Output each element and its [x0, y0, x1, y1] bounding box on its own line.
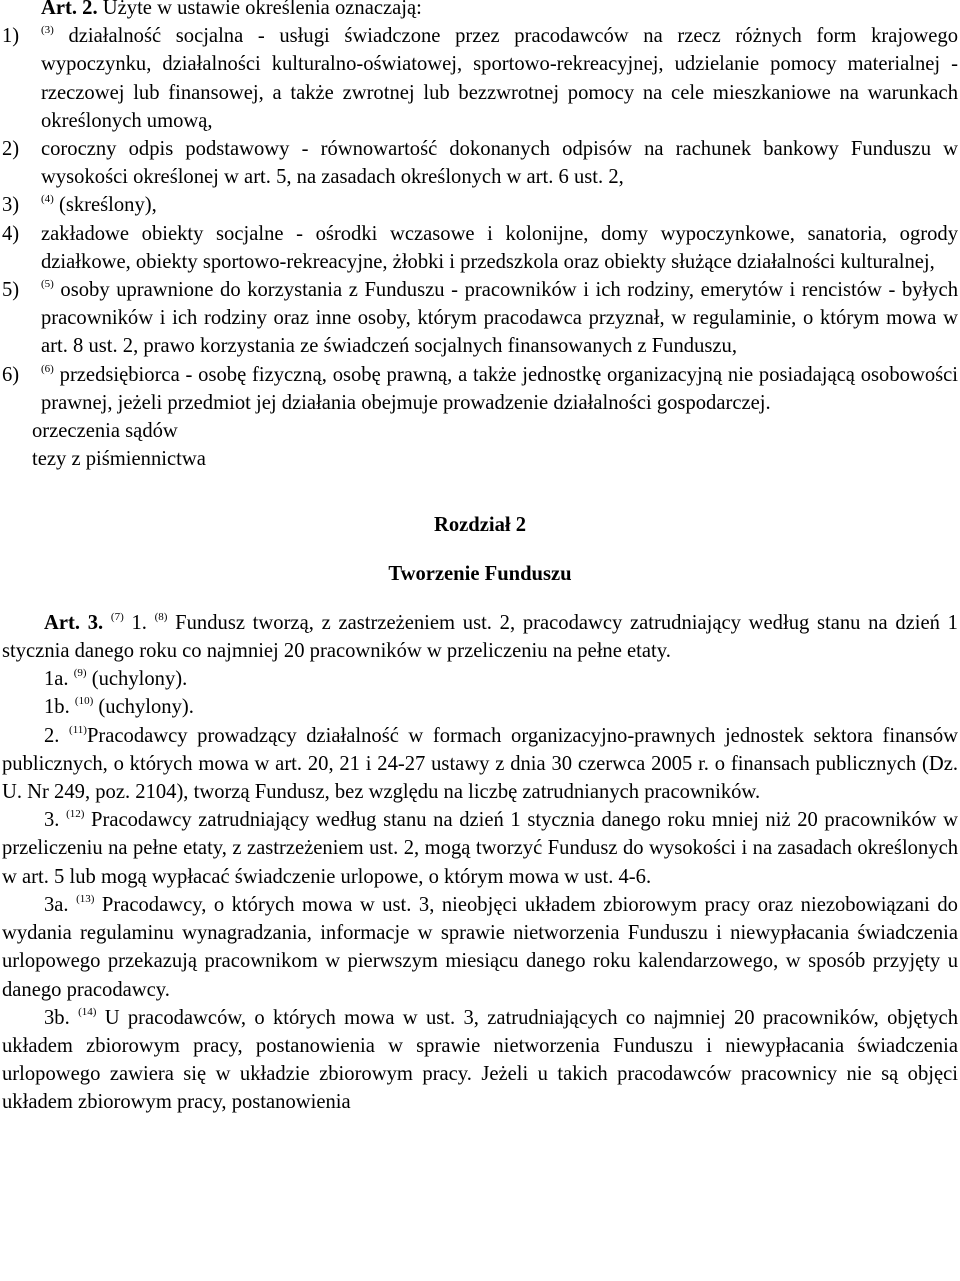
- footnote-ref[interactable]: (5): [41, 278, 54, 291]
- paragraph-number: 3.: [44, 809, 60, 832]
- court-rulings-link[interactable]: orzeczenia sądów: [32, 420, 178, 443]
- art2-intro: [2, 0, 958, 22]
- paragraph-text: Pracodawcy zatrudniający według stanu na dzień 1 stycznia danego roku mniej niż 20 pracowników w przeliczeniu na pełne etaty, z zastrzeżeniem ust. 2, mogą tworzyć Fundusz do wysokości i na zasadach określonych w art. 5 lub mogą wypłacać świadczenie urlopowe, o którym mowa w ust. 4-6.: [2, 809, 958, 888]
- footnote-ref[interactable]: (12): [66, 808, 85, 821]
- item-number: 3): [2, 194, 20, 217]
- art3-paragraph-1a: [2, 665, 958, 693]
- item-number: 1): [2, 25, 20, 48]
- paragraph-text: U pracodawców, o których mowa w ust. 3, zatrudniających co najmniej 20 pracowników, objętych układem zbiorowym pracy, postanowienia w sprawie nietworzenia Funduszu i niewypłacania świadczenia urlopowego zawiera się w układzie zbiorowym pracy. Jeżeli u takich pracodawców pracownicy nie są objęci układem zbiorowym pracy, postanowienia: [2, 1006, 958, 1114]
- art2-intro-text: Użyte w ustawie określenia oznaczają:: [102, 0, 422, 19]
- art3-heading: Art. 3.: [44, 611, 104, 634]
- paragraph-number: 3b.: [44, 1006, 70, 1029]
- definition-item-4: [2, 220, 958, 276]
- footnote-ref[interactable]: (10): [74, 695, 94, 708]
- footnote-ref[interactable]: (14): [78, 1005, 97, 1018]
- paragraph-text: (uchylony).: [98, 696, 194, 719]
- paragraph-number: 1.: [131, 611, 147, 634]
- footnote-ref[interactable]: (13): [76, 892, 95, 905]
- definition-item-3: [2, 191, 958, 219]
- item-text: działalność socjalna - usługi świadczone przez pracodawców na rzecz różnych form krajowego wypoczynku, działalności kulturalno-oświatowej, sportowo-rekreacyjnej, udzielanie pomocy materialnej - rzeczowej lub finansowej, a także zwrotnej lub bezzwrotnej pomocy na cele mieszkaniowe na warunkach określonych umową,: [41, 25, 958, 132]
- paragraph-text: Pracodawcy, o których mowa w ust. 3, nieobjęci układem zbiorowym pracy oraz niezobowiązani do wydania regulaminu wynagradzania, informacje w sprawie nietworzenia Funduszu i niewypłacania świadczenia urlopowego przekazują pracownikom w pierwszym miesiącu danego roku kalendarzowego, w sposób przyjęty u danego pracodawcy.: [2, 893, 958, 1001]
- footnote-ref[interactable]: (6): [41, 362, 54, 375]
- footnote-ref[interactable]: (8): [154, 610, 168, 623]
- item-number: 2): [2, 138, 20, 161]
- definition-item-5: [2, 276, 958, 361]
- art3-paragraph-3a: [2, 891, 958, 1004]
- paragraph-number: 1a.: [44, 668, 69, 691]
- paragraph-text: (uchylony).: [91, 668, 188, 691]
- item-text: przedsiębiorca - osobę fizyczną, osobę prawną, a także jednostkę organizacyjną nie posiadającą osobowości prawnej, jeżeli przedmiot jej działania obejmuje prowadzenie działalności gospodarczej.: [41, 363, 958, 414]
- footnote-ref[interactable]: (9): [73, 667, 87, 680]
- item-text: coroczny odpis podstawowy - równowartość dokonanych odpisów na rachunek bankowy Funduszu w wysokości określonej w art. 5, na zasadach określonych w art. 6 ust. 2,: [41, 138, 958, 189]
- definition-item-1: [2, 22, 958, 135]
- art3-paragraph-3: [2, 806, 958, 891]
- definition-item-6: [2, 361, 958, 417]
- item-text: (skreślony),: [58, 194, 157, 217]
- item-text: osoby uprawnione do korzystania z Funduszu - pracowników i ich rodziny, emerytów i rencistów - byłych pracowników i ich rodziny oraz inne osoby, którym pracodawca przyznał, w regulaminie, o którym mowa w art. 8 ust. 2, prawo korzystania ze świadczeń socjalnych finansowanych z Funduszu,: [41, 279, 958, 358]
- item-text: zakładowe obiekty socjalne - ośrodki wczasowe i kolonijne, domy wypoczynkowe, sanatoria, ogrody działkowe, obiekty sportowo-rekreacyjne, żłobki i przedszkola oraz obiekty służące działalności kulturalnej,: [41, 222, 958, 273]
- footnote-ref[interactable]: (11): [69, 723, 87, 736]
- paragraph-number: 2.: [44, 724, 60, 747]
- chapter-title: Rozdział 2: [433, 514, 527, 537]
- art2-heading: Art. 2.: [41, 0, 98, 19]
- paragraph-text: Pracodawcy prowadzący działalność w formach organizacyjno-prawnych jednostek sektora finansów publicznych, o których mowa w art. 20, 21 i 24-27 ustawy z dnia 30 czerwca 2005 r. o finansach publicznych (Dz. U. Nr 249, poz. 2104), tworzą Fundusz, bez względu na liczbę zatrudnianych pracowników.: [2, 724, 958, 804]
- paragraph-number: 3a.: [44, 893, 69, 916]
- item-number: 4): [2, 222, 20, 245]
- item-number: 5): [2, 279, 20, 302]
- art3-paragraph-1: [2, 609, 958, 665]
- item-number: 6): [2, 363, 20, 386]
- definition-item-2: [2, 135, 958, 191]
- paragraph-number: 1b.: [44, 696, 70, 719]
- literature-theses-link[interactable]: tezy z piśmiennictwa: [32, 448, 206, 471]
- document-page: [2, 0, 958, 1117]
- footnote-ref[interactable]: (3): [41, 24, 54, 37]
- art3-paragraph-3b: [2, 1004, 958, 1117]
- footnote-ref[interactable]: (7): [110, 610, 124, 623]
- chapter-subtitle: Tworzenie Funduszu: [388, 562, 572, 585]
- art3-paragraph-2: [2, 722, 958, 807]
- paragraph-text: Fundusz tworzą, z zastrzeżeniem ust. 2, pracodawcy zatrudniający według stanu na dzień 1 stycznia danego roku co najmniej 20 pracowników w przeliczeniu na pełne etaty.: [2, 611, 958, 663]
- footnote-ref[interactable]: (4): [41, 193, 54, 206]
- art3-paragraph-1b: [2, 693, 958, 721]
